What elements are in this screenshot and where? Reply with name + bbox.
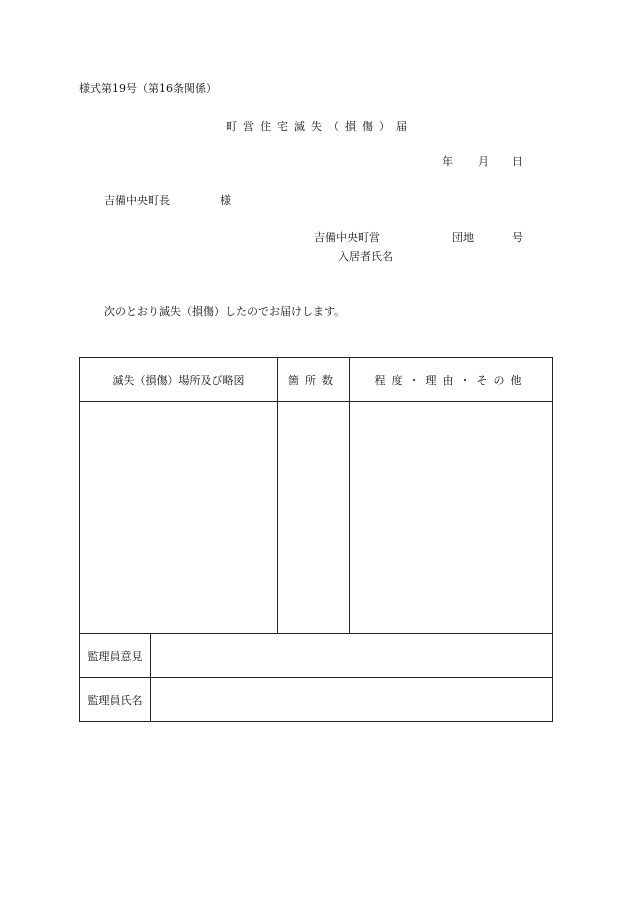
header-count: 箇所数	[278, 358, 350, 402]
supervisor-opinion-label: 監理員意見	[80, 634, 151, 678]
supervisor-opinion-cell[interactable]	[151, 634, 553, 678]
header-location: 滅失（損傷）場所及び略図	[80, 358, 278, 402]
resident-name-label: 入居者氏名	[338, 250, 393, 263]
sender-unit: 号	[512, 231, 523, 244]
date-year: 年	[442, 155, 453, 168]
sender-complex: 団地	[452, 231, 474, 244]
intro-text: 次のとおり滅失（損傷）したのでお届けします。	[104, 305, 346, 318]
count-cell[interactable]	[278, 402, 350, 634]
addressee-name: 吉備中央町長	[104, 194, 170, 207]
supervisor-name-cell[interactable]	[151, 678, 553, 722]
details-cell[interactable]	[350, 402, 553, 634]
location-sketch-cell[interactable]	[80, 402, 278, 634]
report-table	[79, 357, 553, 722]
header-details: 程度・理由・その他	[350, 358, 553, 402]
date-day: 日	[512, 155, 523, 168]
document-title: 町営住宅滅失（損傷）届	[226, 120, 413, 133]
addressee-honorific: 様	[220, 194, 231, 207]
date-month: 月	[478, 155, 489, 168]
supervisor-name-label: 監理員氏名	[80, 678, 151, 722]
sender-residence: 吉備中央町営	[314, 231, 380, 244]
form-number: 様式第19号（第16条関係）	[79, 82, 217, 95]
